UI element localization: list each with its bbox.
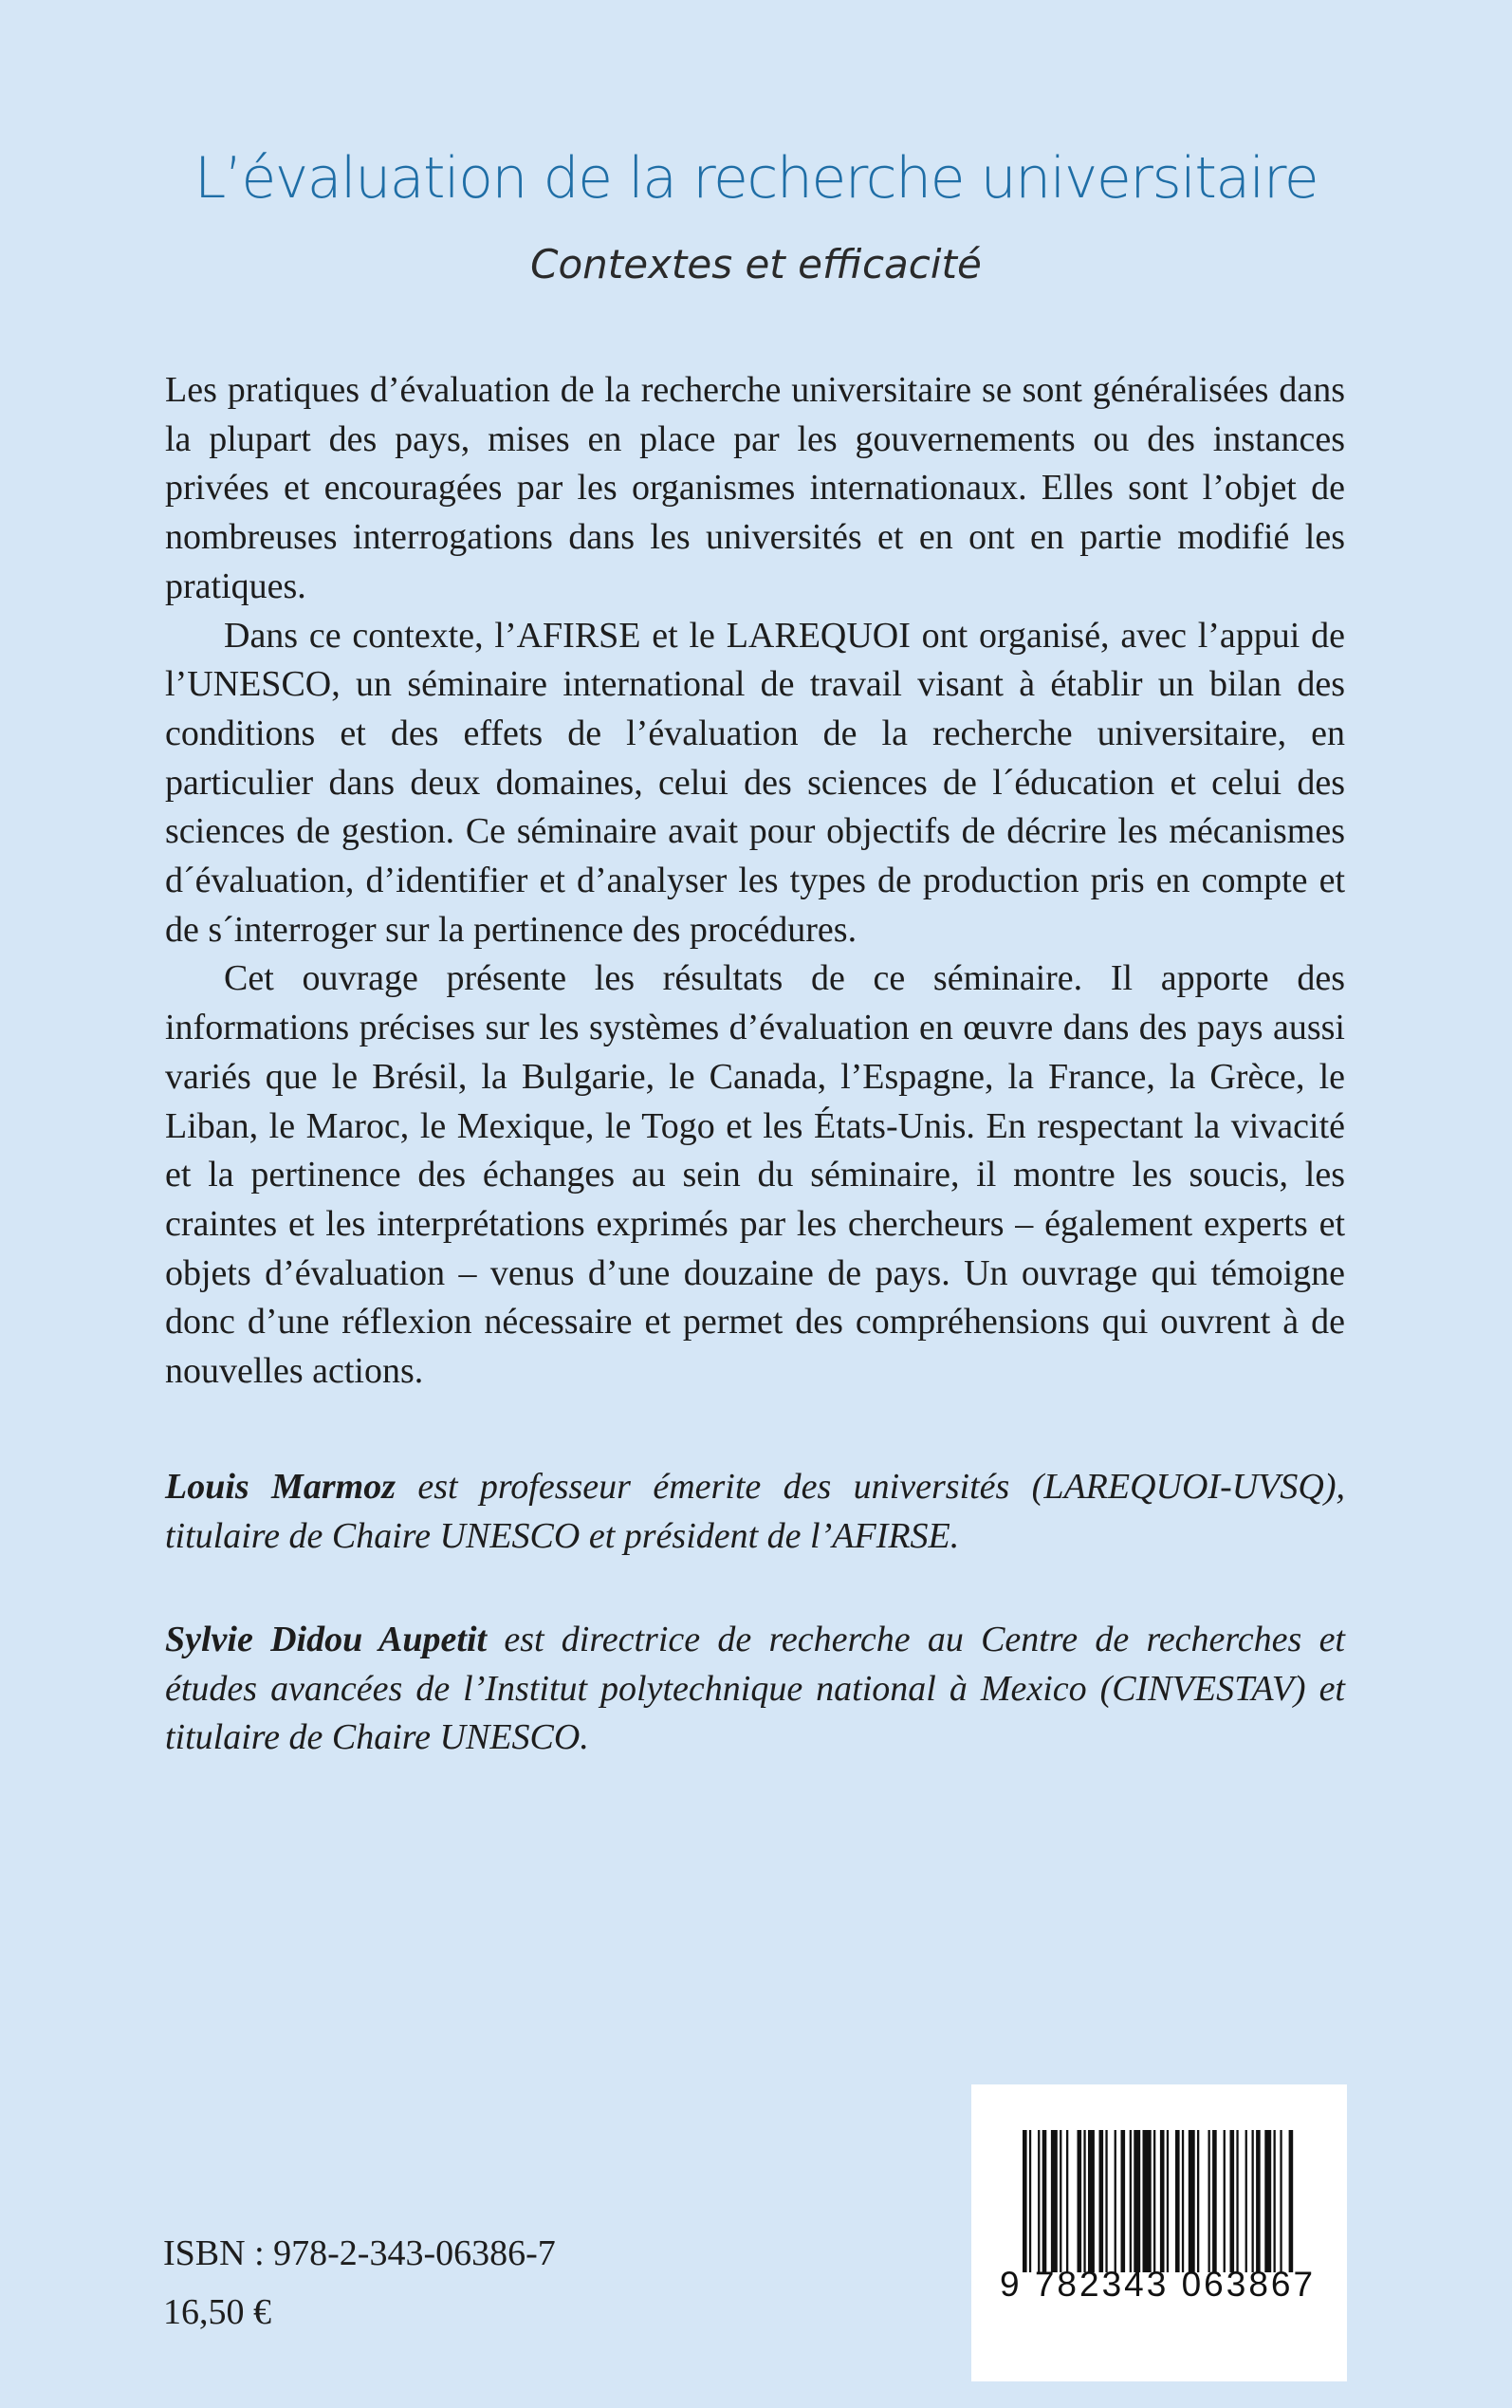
author-description: est directrice de recherche au Centre de recherches et études avancées de l’Institut polytechnique national à Mexico (CINVESTAV) et titulaire de Chaire UNESCO.: [165, 1620, 1345, 1758]
book-subtitle: Contextes et efficacité: [530, 241, 982, 287]
author-bio: [165, 1616, 1345, 1763]
blurb: [165, 366, 1345, 1397]
author-bio: [165, 1463, 1345, 1561]
blurb-paragraph: Les pratiques d’évaluation de la recherche universitaire se sont généralisées dans la plupart des pays, mises en place par les gouvernements ou des instances privées et encouragées par les organismes internationaux. Elles sont l’objet de nombreuses interrogations dans les universités et en ont en partie modifié les pratiques.: [165, 370, 1345, 606]
barcode-digits: 9 782343 063867: [1000, 2265, 1317, 2304]
blurb-paragraph: Dans ce contexte, l’AFIRSE et le LAREQUOI ont organisé, avec l’appui de l’UNESCO, un séminaire international de travail visant à établir un bilan des conditions et des effets de l’évaluation de la recherche universitaire, en particulier dans deux domaines, celui des sciences de l´éducation et celui des sciences de gestion. Ce séminaire avait pour objectifs de décrire les mécanismes d´évaluation, d’identifier et d’analyser les types de production pris en compte et de s´interroger sur la pertinence des procédures.: [165, 615, 1345, 950]
author-name: Sylvie Didou Aupetit: [165, 1620, 488, 1659]
blurb-paragraph: Cet ouvrage présente les résultats de ce séminaire. Il apporte des informations précises sur les systèmes d’évaluation en œuvre dans des pays aussi variés que le Brésil, la Bulgarie, le Canada, l’Espagne, la France, la Grèce, le Liban, le Maroc, le Mexique, le Togo et les États-Unis. En respectant la vivacité et la pertinence des échanges au sein du séminaire, il montre les soucis, les craintes et les interprétations exprimés par les chercheurs – également experts et objets d’évaluation – venus d’une douzaine de pays. Un ouvrage qui témoigne donc d’une réflexion nécessaire et permet des compréhensions qui ouvrent à de nouvelles actions.: [165, 958, 1345, 1392]
barcode: [971, 2084, 1347, 2381]
isbn: ISBN : 978-2-343-06386-7: [163, 2233, 556, 2273]
barcode-bars: [1023, 2130, 1298, 2272]
price: 16,50 €: [163, 2292, 271, 2332]
author-name: Louis Marmoz: [165, 1467, 396, 1507]
book-title: L’évaluation de la recherche universitaire: [194, 145, 1318, 212]
author-description: est professeur émerite des universités (LAREQUOI-UVSQ), titulaire de Chaire UNESCO et président de l’AFIRSE.: [165, 1467, 1345, 1556]
